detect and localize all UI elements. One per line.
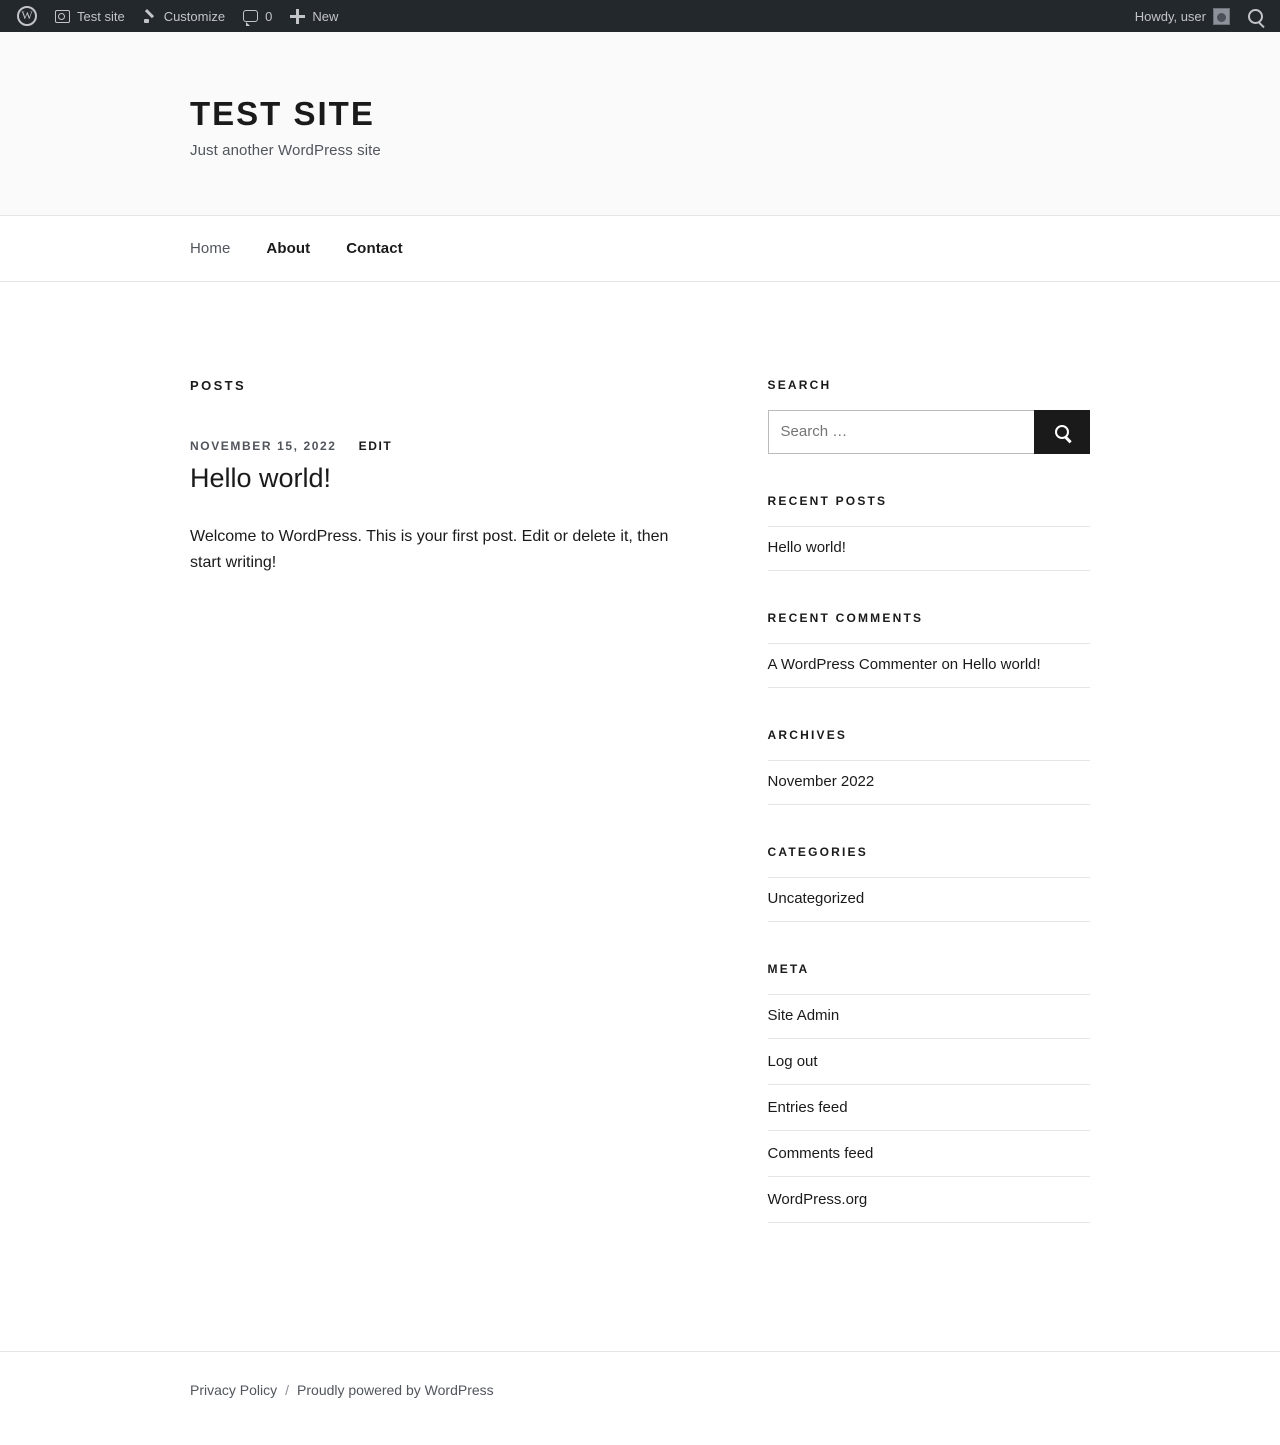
adminbar-my-account[interactable] xyxy=(1126,0,1239,32)
adminbar-comments[interactable] xyxy=(234,0,281,32)
adminbar-customize[interactable] xyxy=(134,0,234,32)
search-submit-button[interactable] xyxy=(1034,410,1090,454)
widget-recent-comments xyxy=(768,611,1090,688)
plus-icon xyxy=(290,9,305,24)
nav-item-home[interactable]: Home xyxy=(190,239,231,257)
meta-link-entries-feed[interactable]: Entries feed xyxy=(767,1098,848,1116)
search-icon xyxy=(1248,9,1263,24)
meta-link-comments-feed[interactable]: Comments feed xyxy=(767,1144,874,1162)
nav-list xyxy=(190,216,1090,281)
post-date[interactable]: NOVEMBER 15, 2022 xyxy=(190,438,337,453)
post-content: Welcome to WordPress. This is your first post. Edit or delete it, then start writing! xyxy=(190,527,669,572)
widget-archives-title: ARCHIVES xyxy=(767,727,848,742)
wp-admin-bar xyxy=(0,0,1280,32)
privacy-policy-link[interactable]: Privacy Policy xyxy=(190,1381,278,1398)
primary-navigation xyxy=(0,216,1280,282)
list-item[interactable] xyxy=(768,995,1090,1039)
content-area xyxy=(0,282,1280,1263)
adminbar-customize-label: Customize xyxy=(163,8,226,24)
paintbrush-icon xyxy=(143,9,157,23)
meta-link-site-admin[interactable]: Site Admin xyxy=(767,1006,840,1024)
meta-link-wordpress-org[interactable]: WordPress.org xyxy=(767,1190,868,1208)
search-input[interactable] xyxy=(768,410,1034,454)
footer-credits xyxy=(190,1382,1090,1398)
category-link[interactable]: Uncategorized xyxy=(767,889,865,907)
archive-link[interactable]: November 2022 xyxy=(767,772,875,790)
list-item[interactable] xyxy=(768,527,1090,571)
home-icon xyxy=(55,10,70,23)
search-form xyxy=(768,410,1090,454)
archives-list xyxy=(768,760,1090,805)
site-header xyxy=(0,32,1280,216)
widget-search xyxy=(768,378,1090,454)
widget-meta-title: META xyxy=(767,961,810,976)
footer-separator: / xyxy=(285,1381,290,1398)
categories-list xyxy=(768,877,1090,922)
list-item[interactable] xyxy=(768,1039,1090,1085)
list-item[interactable] xyxy=(768,1085,1090,1131)
wordpress-credit-link[interactable]: Proudly powered by WordPress xyxy=(297,1381,494,1398)
post-title[interactable]: Hello world! xyxy=(190,462,332,493)
meta-list xyxy=(768,994,1090,1223)
page-title: POSTS xyxy=(190,377,247,393)
comment-on-label: on xyxy=(941,655,959,673)
avatar xyxy=(1213,8,1230,25)
site-footer xyxy=(0,1351,1280,1428)
sidebar xyxy=(768,378,1090,1263)
list-item[interactable] xyxy=(768,644,1090,688)
recent-posts-list xyxy=(768,526,1090,571)
adminbar-site-name[interactable] xyxy=(46,0,134,32)
list-item[interactable] xyxy=(768,1177,1090,1223)
site-description: Just another WordPress site xyxy=(190,141,381,159)
nav-item-contact[interactable]: Contact xyxy=(346,239,403,257)
widget-recent-posts-title: RECENT POSTS xyxy=(767,493,888,508)
widget-recent-posts xyxy=(768,494,1090,571)
adminbar-search-toggle[interactable] xyxy=(1239,0,1272,32)
site-title[interactable]: TEST SITE xyxy=(190,95,375,132)
widget-archives xyxy=(768,728,1090,805)
widget-categories-title: CATEGORIES xyxy=(767,844,868,859)
adminbar-howdy-label: Howdy, user xyxy=(1134,8,1206,24)
recent-comments-list xyxy=(768,643,1090,688)
comment-post-link[interactable]: Hello world! xyxy=(962,655,1041,673)
widget-categories xyxy=(768,845,1090,922)
meta-link-log-out[interactable]: Log out xyxy=(767,1052,818,1070)
recent-post-link[interactable]: Hello world! xyxy=(767,538,846,556)
adminbar-new-content[interactable] xyxy=(281,0,347,32)
adminbar-wp-logo[interactable] xyxy=(8,0,46,32)
list-item[interactable] xyxy=(768,1131,1090,1177)
adminbar-new-label: New xyxy=(312,8,339,24)
comment-icon xyxy=(243,10,258,22)
comment-author[interactable]: A WordPress Commenter xyxy=(767,655,938,673)
main-content xyxy=(190,378,768,1263)
adminbar-site-name-label: Test site xyxy=(77,8,125,24)
widget-meta xyxy=(768,962,1090,1223)
post-edit-link[interactable]: EDIT xyxy=(358,438,393,453)
adminbar-comments-count: 0 xyxy=(265,8,273,24)
nav-item-about[interactable]: About xyxy=(266,239,311,257)
widget-recent-comments-title: RECENT COMMENTS xyxy=(767,610,924,625)
list-item[interactable] xyxy=(768,878,1090,922)
post-article xyxy=(190,439,720,577)
search-icon xyxy=(1055,425,1069,439)
post-meta xyxy=(190,439,720,453)
widget-search-title: SEARCH xyxy=(767,377,832,392)
list-item[interactable] xyxy=(768,761,1090,805)
wordpress-logo-icon xyxy=(17,6,37,26)
